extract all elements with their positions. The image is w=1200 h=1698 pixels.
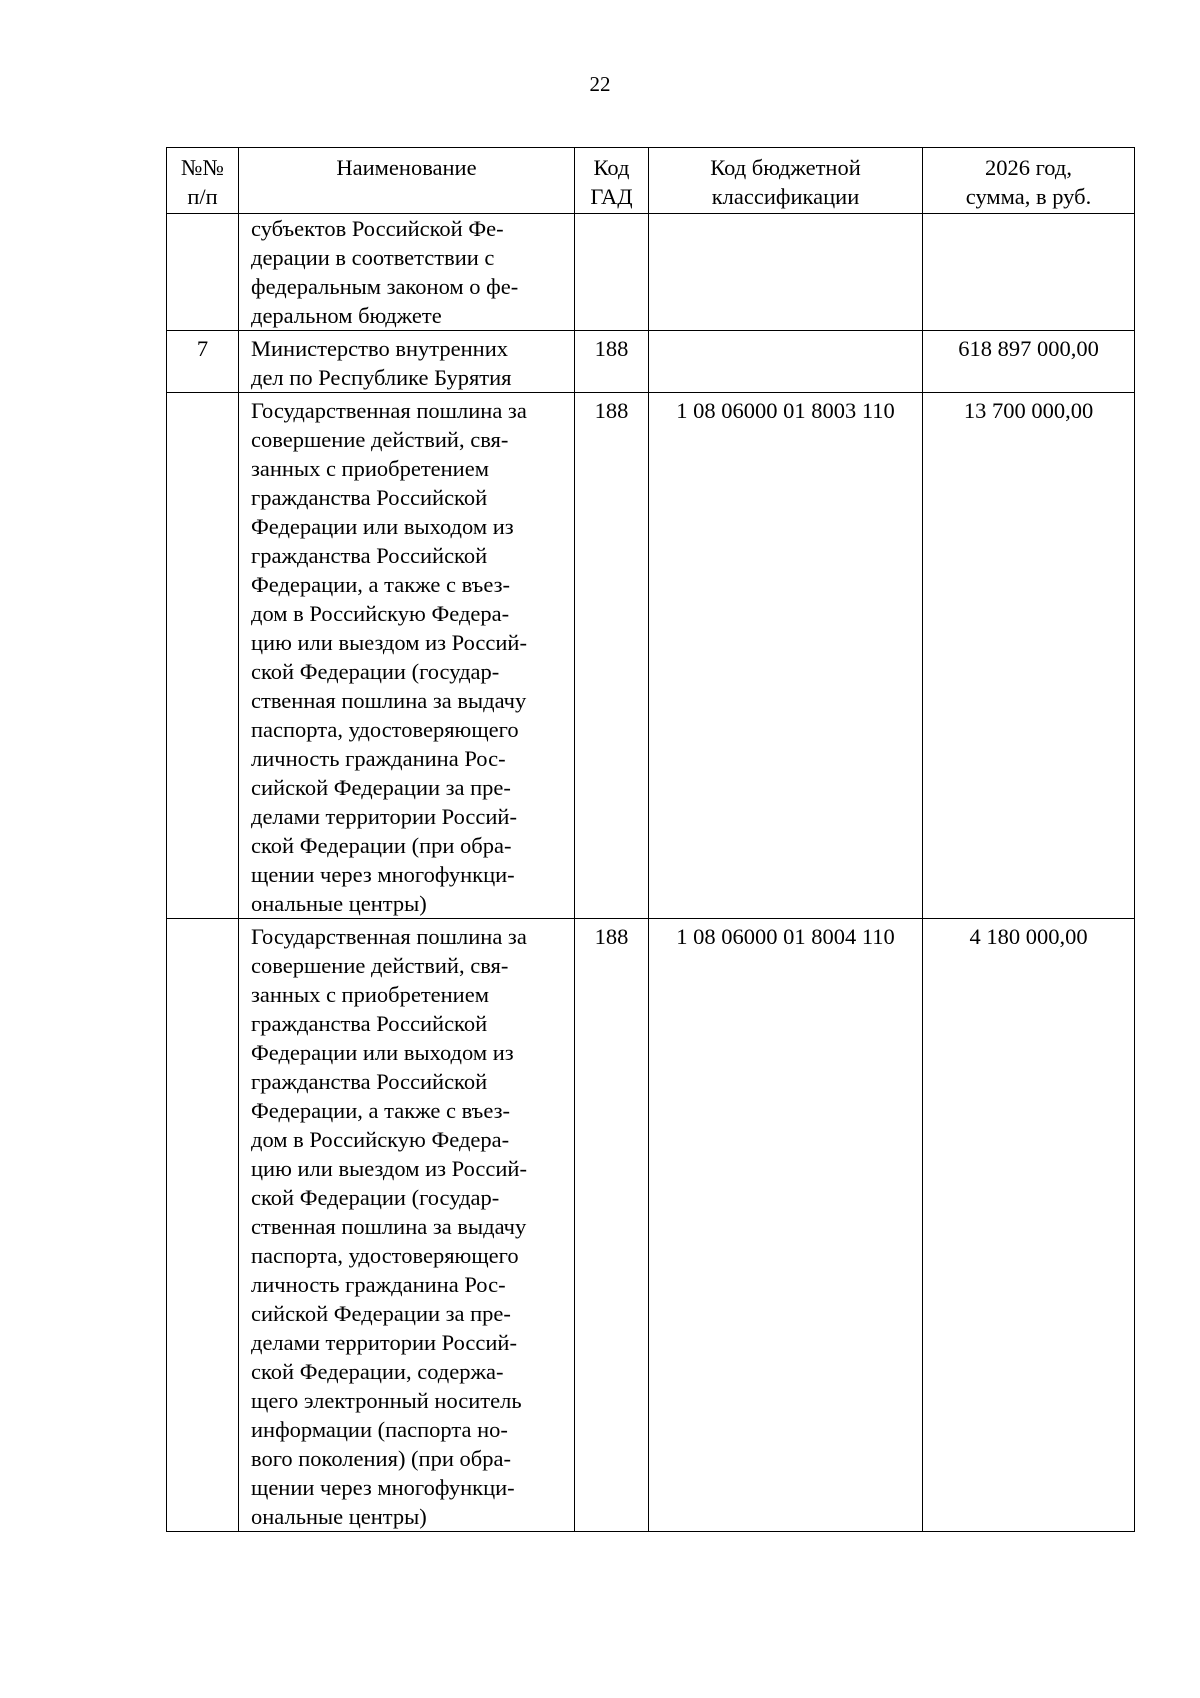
header-sum <box>923 148 1135 214</box>
row-name-line: ской Федерации (государ- <box>251 659 500 684</box>
row-sum: 618 897 000,00 <box>958 336 1099 361</box>
row-gad-cell <box>575 214 649 331</box>
row-name-cell <box>239 393 575 919</box>
row-number-cell <box>167 214 239 331</box>
row-name-line: занных с приобретением <box>251 982 489 1007</box>
row-sum-cell <box>923 393 1135 919</box>
header-line: ГАД <box>590 184 633 209</box>
header-line: Наименование <box>336 155 477 180</box>
row-sum: 13 700 000,00 <box>963 398 1094 423</box>
row-name-line: ственная пошлина за выдачу <box>251 688 527 713</box>
row-number-cell <box>167 331 239 393</box>
row-name-line: щении через многофункци- <box>251 862 515 887</box>
row-number: 7 <box>196 336 209 361</box>
row-gad-code: 188 <box>594 336 629 361</box>
row-sum-cell <box>923 919 1135 1532</box>
row-name-line: щего электронный носитель <box>251 1388 522 1413</box>
row-name-line: ской Федерации, содержа- <box>251 1359 504 1384</box>
row-kbk-code: 1 08 06000 01 8004 110 <box>676 924 895 949</box>
row-name-line: деральном бюджете <box>251 303 442 328</box>
row-kbk-cell <box>649 919 923 1532</box>
header-line: сумма, в руб. <box>965 184 1092 209</box>
row-name-cell <box>239 214 575 331</box>
row-sum-cell <box>923 331 1135 393</box>
row-name-line: цию или выездом из Россий- <box>251 1156 527 1181</box>
row-name-cell <box>239 331 575 393</box>
header-num <box>167 148 239 214</box>
row-sum-cell <box>923 214 1135 331</box>
budget-table <box>166 147 1135 1532</box>
row-kbk-cell <box>649 331 923 393</box>
row-name-line: дел по Республике Бурятия <box>251 365 512 390</box>
row-name-line: Министерство внутренних <box>251 336 508 361</box>
row-name-line: занных с приобретением <box>251 456 489 481</box>
row-gad-code: 188 <box>594 398 629 423</box>
row-kbk-cell <box>649 214 923 331</box>
table-row <box>167 919 1135 1532</box>
header-line: классификации <box>711 184 860 209</box>
row-name-line: Федерации или выходом из <box>251 514 514 539</box>
row-name-line: дом в Российскую Федера- <box>251 601 510 626</box>
row-kbk-cell <box>649 393 923 919</box>
row-name-line: ональные центры) <box>251 1504 427 1529</box>
row-name-line: информации (паспорта но- <box>251 1417 508 1442</box>
row-number-cell <box>167 919 239 1532</box>
row-sum: 4 180 000,00 <box>969 924 1088 949</box>
table-header-row <box>167 148 1135 214</box>
header-kbk <box>649 148 923 214</box>
row-name-line: ской Федерации (государ- <box>251 1185 500 1210</box>
header-line: п/п <box>187 184 218 209</box>
row-gad-cell <box>575 393 649 919</box>
row-name-line: Государственная пошлина за <box>251 924 527 949</box>
header-gad <box>575 148 649 214</box>
row-name-line: Федерации или выходом из <box>251 1040 514 1065</box>
row-name-line: гражданства Российской <box>251 485 488 510</box>
row-name-line: совершение действий, свя- <box>251 953 509 978</box>
row-gad-cell <box>575 331 649 393</box>
row-name-line: вого поколения) (при обра- <box>251 1446 511 1471</box>
row-kbk-code: 1 08 06000 01 8003 110 <box>676 398 895 423</box>
row-name-line: федеральным законом о фе- <box>251 274 519 299</box>
row-gad-cell <box>575 919 649 1532</box>
header-name <box>239 148 575 214</box>
row-number-cell <box>167 393 239 919</box>
row-name-line: Федерации, а также с въез- <box>251 1098 510 1123</box>
row-name-line: гражданства Российской <box>251 1011 488 1036</box>
row-name-line: паспорта, удостоверяющего <box>251 1243 519 1268</box>
row-name-line: делами территории Россий- <box>251 1330 517 1355</box>
row-name-line: делами территории Россий- <box>251 804 517 829</box>
page-number: 22 <box>589 72 611 96</box>
table-row <box>167 393 1135 919</box>
row-name-line: гражданства Российской <box>251 543 488 568</box>
row-name-line: цию или выездом из Россий- <box>251 630 527 655</box>
row-name-line: ской Федерации (при обра- <box>251 833 512 858</box>
row-name-cell <box>239 919 575 1532</box>
row-name-line: сийской Федерации за пре- <box>251 775 511 800</box>
row-name-line: гражданства Российской <box>251 1069 488 1094</box>
header-line: Код <box>593 155 630 180</box>
row-name-line: паспорта, удостоверяющего <box>251 717 519 742</box>
row-name-line: щении через многофункци- <box>251 1475 515 1500</box>
row-name-line: дерации в соответствии с <box>251 245 495 270</box>
row-name-line: личность гражданина Рос- <box>251 1272 506 1297</box>
table-row <box>167 331 1135 393</box>
row-name-line: ональные центры) <box>251 891 427 916</box>
row-name-line: ственная пошлина за выдачу <box>251 1214 527 1239</box>
header-line: 2026 год, <box>985 155 1072 180</box>
row-name-line: личность гражданина Рос- <box>251 746 506 771</box>
row-name-line: субъектов Российской Фе- <box>251 216 504 241</box>
row-name-line: Федерации, а также с въез- <box>251 572 510 597</box>
row-name-line: дом в Российскую Федера- <box>251 1127 510 1152</box>
header-line: №№ <box>181 155 224 180</box>
row-name-line: совершение действий, свя- <box>251 427 509 452</box>
header-line: Код бюджетной <box>710 155 861 180</box>
row-name-line: Государственная пошлина за <box>251 398 527 423</box>
row-name-line: сийской Федерации за пре- <box>251 1301 511 1326</box>
row-gad-code: 188 <box>594 924 629 949</box>
table-row <box>167 214 1135 331</box>
